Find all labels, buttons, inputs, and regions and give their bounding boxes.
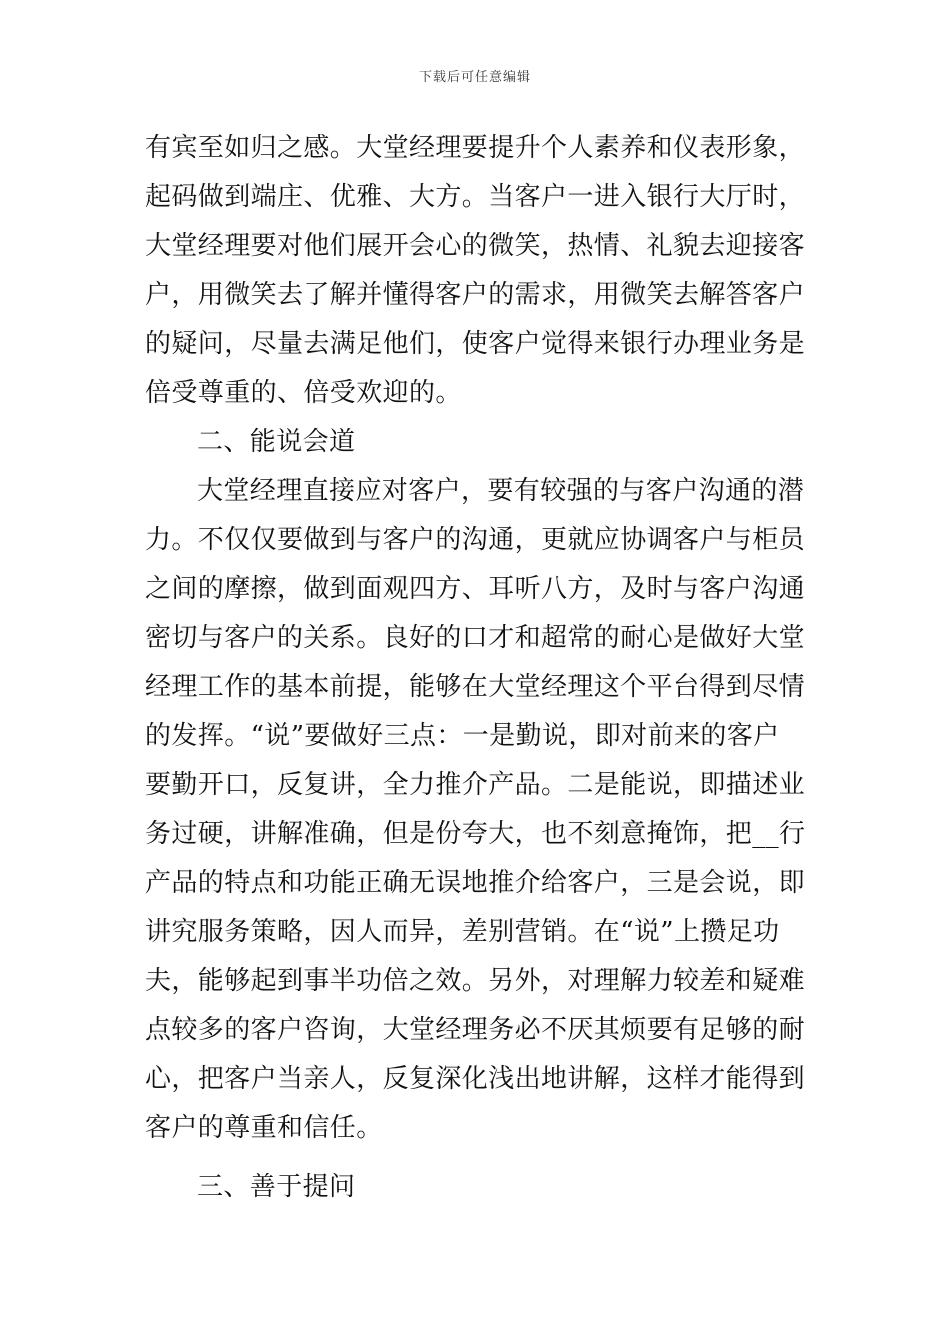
- text-line: 产品的特点和功能正确无误地推介给客户，三是会说，即: [145, 868, 806, 898]
- text-line: 要勤开口，反复讲，全力推介产品。二是能说，即描述业: [145, 770, 806, 800]
- text-line: 起码做到端庄、优雅、大方。当客户一进入银行大厅时，: [145, 182, 806, 212]
- text-line: 讲究服务策略，因人而异，差别营销。在“说”上攒足功: [145, 917, 780, 947]
- text-line: 心，把客户当亲人，反复深化浅出地讲解，这样才能得到: [145, 1064, 806, 1094]
- paragraph-first-line: 大堂经理直接应对客户，要有较强的与客户沟通的潜: [197, 476, 805, 506]
- page-header: 下载后可任意编辑: [418, 70, 531, 85]
- text-line: 之间的摩擦，做到面观四方、耳听八方，及时与客户沟通: [145, 574, 806, 604]
- text-line: 力。不仅仅要做到与客户的沟通，更就应协调客户与柜员: [145, 525, 806, 555]
- document-body: [145, 124, 805, 1212]
- text-line: 大堂经理要对他们展开会心的微笑，热情、礼貌去迎接客: [145, 231, 806, 261]
- text-line: 点较多的客户咨询，大堂经理务必不厌其烦要有足够的耐: [145, 1015, 806, 1045]
- text-line: 的发挥。“说”要做好三点：一是勤说，即对前来的客户: [145, 721, 780, 751]
- text-line: 有宾至如归之感。大堂经理要提升个人素养和仪表形象，: [145, 133, 806, 163]
- text-line: 密切与客户的关系。良好的口才和超常的耐心是做好大堂: [145, 623, 806, 653]
- text-line: 客户的尊重和信任。: [145, 1113, 383, 1143]
- text-line: 户，用微笑去了解并懂得客户的需求，用微笑去解答客户: [145, 280, 806, 310]
- text-line: 倍受尊重的、倍受欢迎的。: [145, 378, 462, 408]
- text-line: 经理工作的基本前提，能够在大堂经理这个平台得到尽情: [145, 672, 806, 702]
- text-line: 务过硬，讲解准确，但是份夸大，也不刻意掩饰，把__行: [145, 819, 806, 849]
- text-line: 的疑问，尽量去满足他们，使客户觉得来银行办理业务是: [145, 329, 806, 359]
- section-heading: 三、善于提问: [197, 1172, 356, 1202]
- text-line: 夫，能够起到事半功倍之效。另外，对理解力较差和疑难: [145, 966, 806, 996]
- section-heading: 二、能说会道: [197, 427, 356, 457]
